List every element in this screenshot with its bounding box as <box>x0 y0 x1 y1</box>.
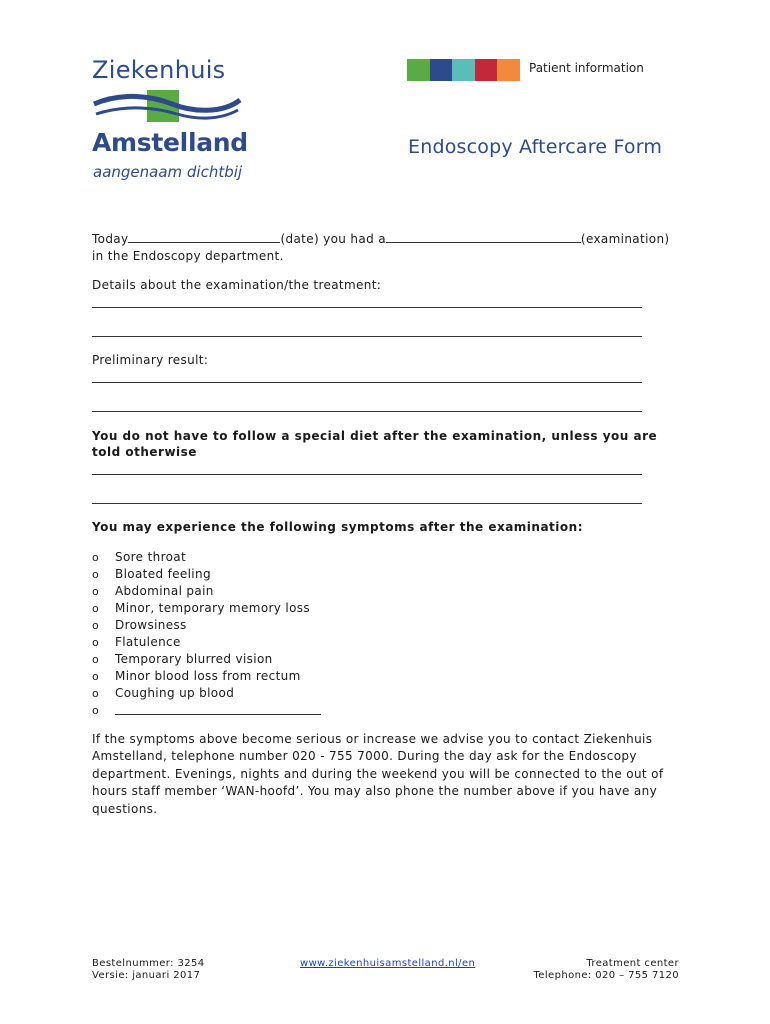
hospital-logo <box>92 56 248 181</box>
other-symptom-blank[interactable] <box>115 702 321 715</box>
footer-right <box>534 958 680 982</box>
diet-line[interactable] <box>92 474 642 475</box>
advice-paragraph: If the symptoms above become serious or increase we advise you to contact Ziekenhuis Amstelland, telephone number 020 - 755 7000. During the day ask for the Endoscopy department. Evenings, nights and during the weekend you will be connected to the out of hours staff member ‘WAN-hoofd’. You may also phone the number above if you have any questions. <box>92 732 664 816</box>
symptom-text: Abdominal pain <box>115 584 214 598</box>
examination-blank[interactable] <box>386 232 581 243</box>
bullet-icon: o <box>92 670 100 683</box>
list-item <box>92 702 321 719</box>
symptom-text: Sore throat <box>115 550 187 564</box>
examination-label: (examination) <box>580 232 670 246</box>
logo-text-top: Ziekenhuis <box>92 56 226 84</box>
bullet-icon: o <box>92 687 100 700</box>
list-item <box>92 668 321 685</box>
list-item <box>92 549 321 566</box>
bullet-icon: o <box>92 568 100 581</box>
symptom-text: Flatulence <box>115 635 181 649</box>
treatment-center: Treatment center <box>586 958 679 969</box>
symptom-text: Bloated feeling <box>115 567 211 581</box>
diet-notice: You do not have to follow a special diet after the examination, unless you are <box>92 429 658 443</box>
bullet-icon: o <box>92 653 100 666</box>
date-blank[interactable] <box>128 232 280 243</box>
date-label: (date) you had a <box>280 232 386 246</box>
patient-info-label: Patient information <box>529 61 644 75</box>
footer-left <box>92 958 205 982</box>
logo-wave-icon <box>92 88 242 132</box>
bullet-icon: o <box>92 636 100 649</box>
logo-text-bottom: Amstelland <box>92 128 248 157</box>
preliminary-line[interactable] <box>92 411 642 412</box>
preliminary-line[interactable] <box>92 382 642 383</box>
list-item <box>92 617 321 634</box>
symptom-text: Minor, temporary memory loss <box>115 601 311 615</box>
strip-block <box>430 59 453 81</box>
bullet-icon: o <box>92 619 100 632</box>
symptom-text: Minor blood loss from rectum <box>115 669 301 683</box>
bullet-icon: o <box>92 602 100 615</box>
symptom-text: Temporary blurred vision <box>115 652 273 666</box>
version: Versie: januari 2017 <box>92 970 201 981</box>
telephone: Telephone: 020 – 755 7120 <box>533 970 679 981</box>
diet-line[interactable] <box>92 503 642 504</box>
page-title: Endoscopy Aftercare Form <box>408 136 663 158</box>
symptom-text: Coughing up blood <box>115 686 235 700</box>
website-link[interactable]: www.ziekenhuisamstelland.nl/en <box>300 958 476 969</box>
intro-line-2: in the Endoscopy department. <box>92 249 284 263</box>
list-item <box>92 685 321 702</box>
strip-block <box>407 59 430 81</box>
list-item <box>92 634 321 651</box>
list-item <box>92 583 321 600</box>
today-label: Today <box>92 232 129 246</box>
strip-block <box>497 59 520 81</box>
symptoms-list <box>92 549 321 719</box>
intro-line-1 <box>92 232 669 246</box>
list-item <box>92 651 321 668</box>
symptom-text: Drowsiness <box>115 618 187 632</box>
details-label: Details about the examination/the treatment: <box>92 278 382 292</box>
strip-block <box>475 59 498 81</box>
color-strip <box>407 59 520 81</box>
list-item <box>92 600 321 617</box>
bullet-icon: o <box>92 704 100 717</box>
details-line[interactable] <box>92 307 642 308</box>
bullet-icon: o <box>92 585 100 598</box>
list-item <box>92 566 321 583</box>
details-line[interactable] <box>92 336 642 337</box>
bullet-icon: o <box>92 551 100 564</box>
preliminary-label: Preliminary result: <box>92 353 209 367</box>
symptoms-heading: You may experience the following symptoms after the examination: <box>92 520 583 534</box>
strip-block <box>452 59 475 81</box>
diet-notice: told otherwise <box>92 445 197 459</box>
logo-tagline: aangenaam dichtbij <box>93 163 243 181</box>
order-number: Bestelnummer: 3254 <box>92 958 205 969</box>
